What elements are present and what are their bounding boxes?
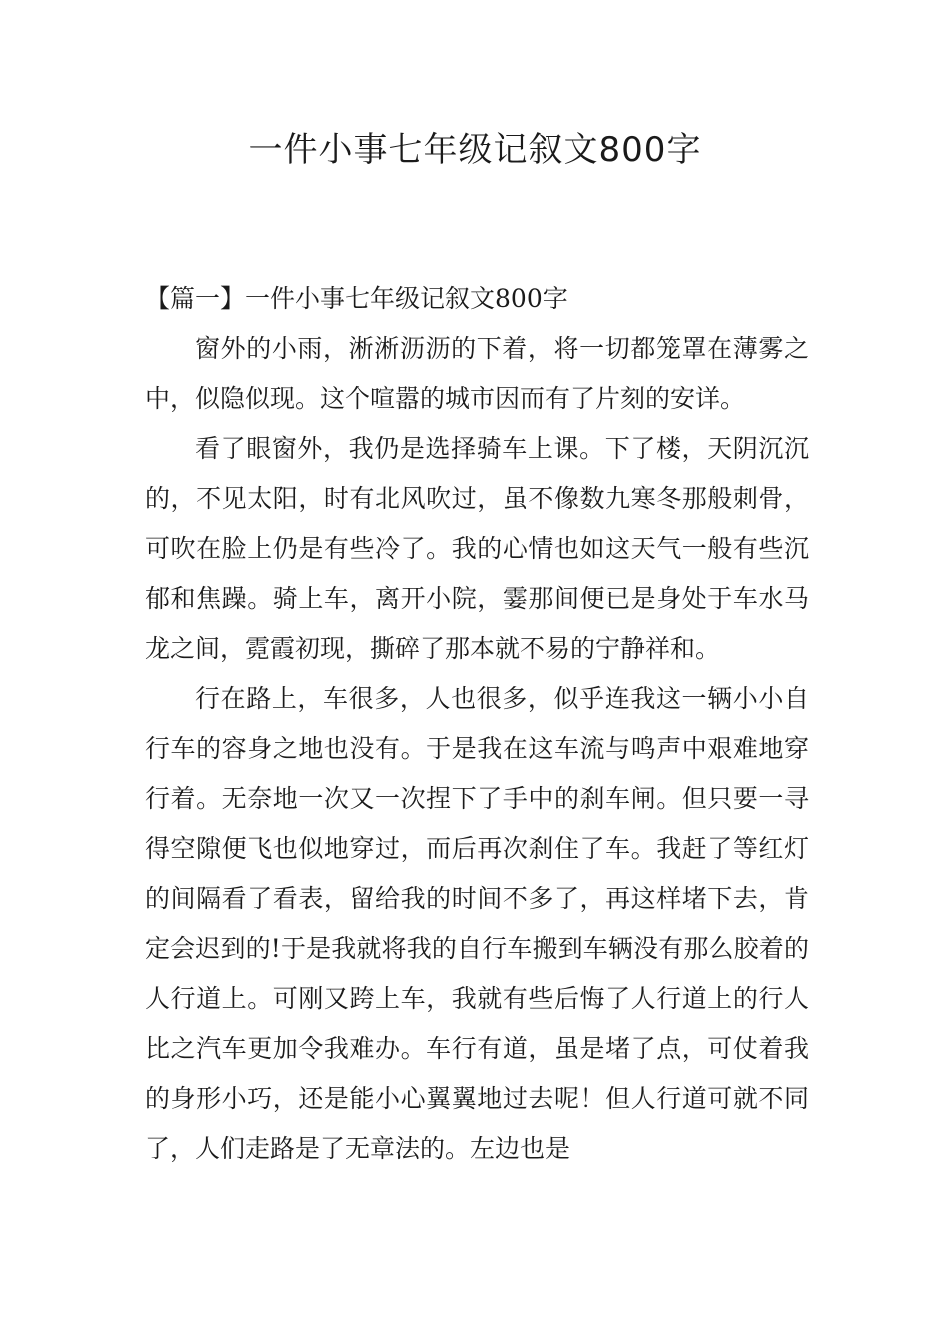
section-heading: 【篇一】一件小事七年级记叙文800字 xyxy=(145,284,568,313)
document-body xyxy=(145,274,809,1174)
document-title: 一件小事七年级记叙文800字 xyxy=(248,130,702,170)
paragraph-2: 看了眼窗外，我仍是选择骑车上课。下了楼，天阴沉沉的，不见太阳，时有北风吹过，虽不像数九寒冬那般刺骨，可吹在脸上仍是有些冷了。我的心情也如这天气一般有些沉郁和焦躁。骑上车，离开小院，霎那间便已是身处于车水马龙之间，霓霞初现，撕碎了那本就不易的宁静祥和。 xyxy=(145,434,809,663)
paragraph-1: 窗外的小雨，淅淅沥沥的下着，将一切都笼罩在薄雾之中，似隐似现。这个喧嚣的城市因而有了片刻的安详。 xyxy=(145,334,809,413)
paragraph-3: 行在路上，车很多，人也很多，似乎连我这一辆小小自行车的容身之地也没有。于是我在这车流与鸣声中艰难地穿行着。无奈地一次又一次捏下了手中的刹车闸。但只要一寻得空隙便飞也似地穿过，而后再次刹住了车。我赶了等红灯的间隔看了看表，留给我的时间不多了，再这样堵下去，肯定会迟到的!于是我就将我的自行车搬到车辆没有那么胶着的人行道上。可刚又跨上车，我就有些后悔了人行道上的行人比之汽车更加令我难办。车行有道，虽是堵了点，可仗着我的身形小巧，还是能小心翼翼地过去呢！但人行道可就不同了，人们走路是了无章法的。左边也是 xyxy=(145,684,809,1163)
